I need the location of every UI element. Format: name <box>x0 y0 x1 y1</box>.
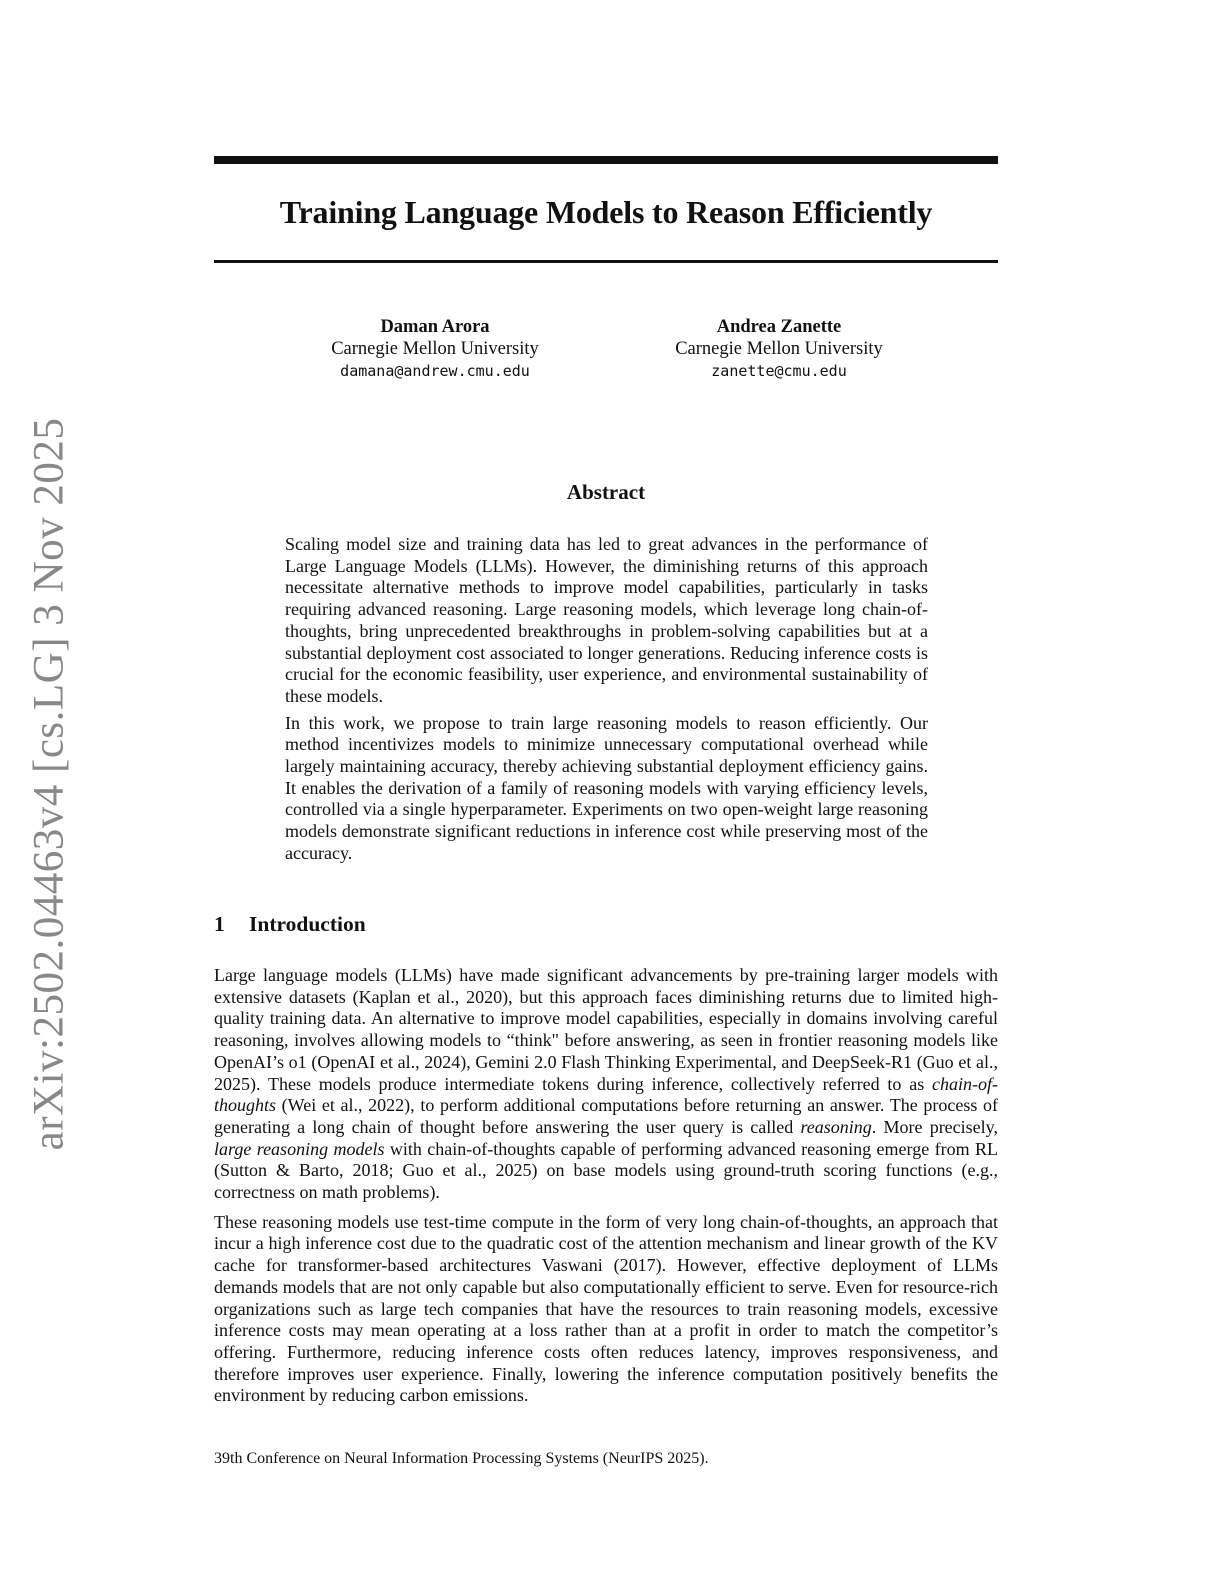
abstract-paragraph-1: Scaling model size and training data has led to great advances in the performance of Large Language Models (LLMs). However, the diminishing returns of this approach necessitate alternative methods to improve model capabilities, particularly in tasks requiring advanced reasoning. Large reasoning models, which leverage long chain-of-thoughts, bring unprecedented breakthroughs in problem-solving capabilities but at a substantial deployment cost associated to longer generations. Reducing inference costs is crucial for the economic feasibility, user experience, and environmental sustainability of these models. <box>285 534 928 706</box>
paper-title: Training Language Models to Reason Efficiently <box>279 194 933 230</box>
author-email: zanette@cmu.edu <box>711 362 847 380</box>
abstract-heading: Abstract <box>566 480 646 504</box>
intro-p1-emphasis-large-reasoning-models: large reasoning models <box>214 1138 385 1159</box>
title-bottom-rule <box>214 260 998 263</box>
intro-paragraph-1 <box>214 965 998 1204</box>
introduction-body <box>214 965 998 1415</box>
author-affiliation: Carnegie Mellon University <box>331 339 539 359</box>
section-heading-introduction <box>214 912 366 937</box>
author-email: damana@andrew.cmu.edu <box>340 362 530 380</box>
arxiv-identifier-stamp: arXiv:2502.04463v4 [cs.LG] 3 Nov 2025 <box>25 417 73 1151</box>
abstract-body <box>285 534 928 870</box>
conference-footnote: 39th Conference on Neural Information Processing Systems (NeurIPS 2025). <box>214 1450 709 1467</box>
abstract-paragraph-2: In this work, we propose to train large reasoning models to reason efficiently. Our method incentivizes models to minimize unnecessary computational overhead while largely maintaining accuracy, thereby achieving substantial deployment efficiency gains. It enables the derivation of a family of reasoning models with varying efficiency levels, controlled via a single hyperparameter. Experiments on two open-weight large reasoning models demonstrate significant reductions in inference cost while preserving most of the accuracy. <box>285 712 928 863</box>
intro-p1-text-d: with chain-of-thoughts capable of performing advanced reasoning emerge from RL (Sutton & Barto, 2018; Guo et al., 2025) on base models using ground-truth scoring functions (e.g., correctness on math problems). <box>214 1138 998 1203</box>
section-number: 1 <box>214 912 225 936</box>
intro-paragraph-2: These reasoning models use test-time compute in the form of very long chain-of-thoughts, an approach that incur a high inference cost due to the quadratic cost of the attention mechanism and linear growth of the KV cache for transformer-based architectures Vaswani (2017). However, effective deployment of LLMs demands models that are not only capable but also computationally efficient to serve. Even for resource-rich organizations such as large tech companies that have the resources to train reasoning models, excessive inference costs may mean operating at a loss rather than at a profit in order to match the competitor’s offering. Furthermore, reducing inference costs often reduces latency, improves responsiveness, and therefore improves user experience. Finally, lowering the inference computation positively benefits the environment by reducing carbon emissions. <box>214 1211 998 1406</box>
intro-p1-emphasis-reasoning: reasoning <box>800 1116 872 1137</box>
title-top-rule <box>214 156 998 164</box>
author-affiliation: Carnegie Mellon University <box>675 339 883 359</box>
section-title: Introduction <box>249 912 366 936</box>
author-block-2 <box>634 316 924 382</box>
author-name: Andrea Zanette <box>716 317 842 337</box>
intro-p1-text-b: (Wei et al., 2022), to perform additional computations before returning an answer. The process of generating a long chain of thought before answering the user query is called <box>214 1095 998 1137</box>
intro-p1-text-a: Large language models (LLMs) have made significant advancements by pre-training larger models with extensive datasets (Kaplan et al., 2020), but this approach faces diminishing returns due to limited high-quality training data. An alternative to improve model capabilities, especially in domains involving careful reasoning, involves allowing models to “think" before answering, as seen in frontier reasoning models like OpenAI’s o1 (OpenAI et al., 2024), Gemini 2.0 Flash Thinking Experimental, and DeepSeek-R1 (Guo et al., 2025). These models produce intermediate tokens during inference, collectively referred to as <box>214 965 998 1094</box>
intro-p1-emphasis-chain-of-thoughts: chain-of-thoughts <box>214 1073 998 1116</box>
intro-p1-text-c: . More precisely, <box>871 1116 998 1137</box>
author-name: Daman Arora <box>380 317 490 337</box>
author-block-1 <box>290 316 580 382</box>
